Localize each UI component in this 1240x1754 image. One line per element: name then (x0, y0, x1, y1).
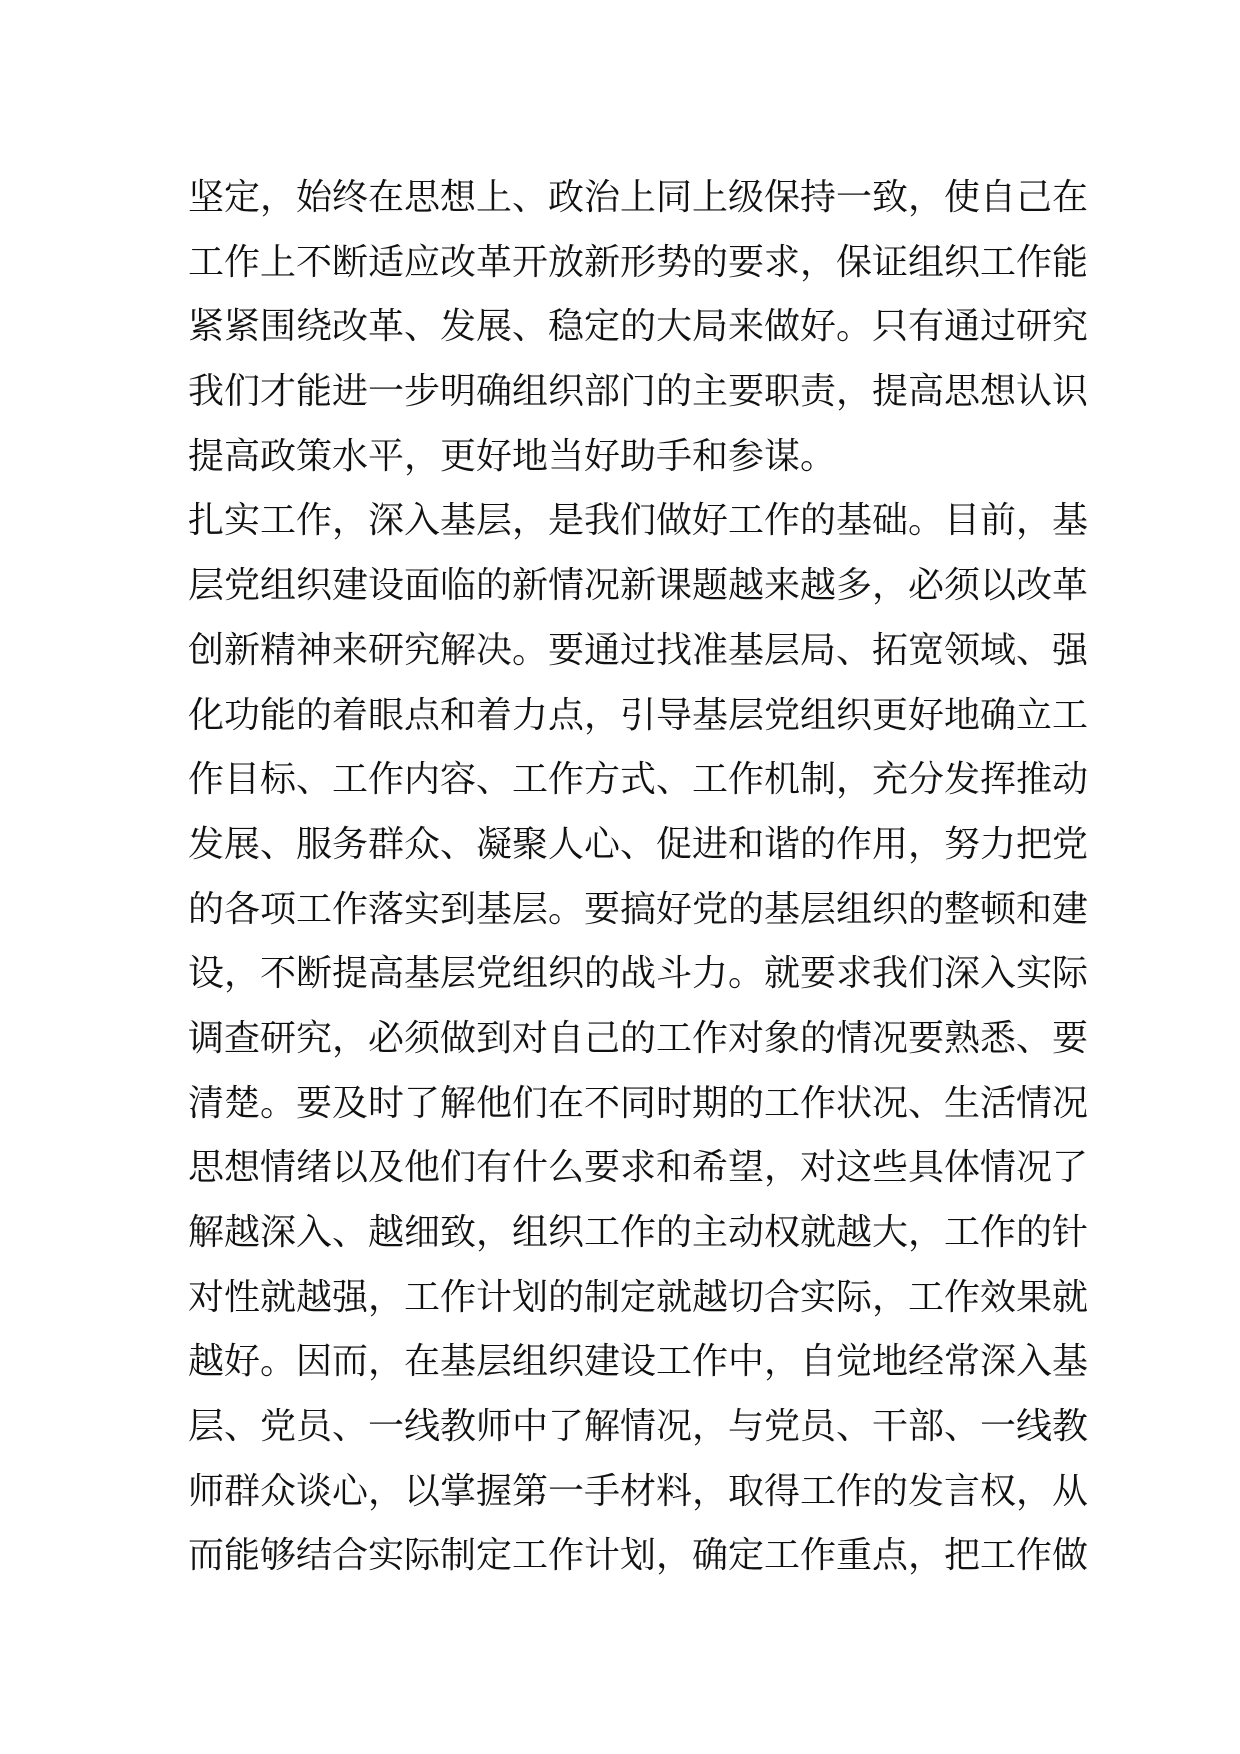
text-line: 扎实工作，深入基层，是我们做好工作的基础。目前，基 (188, 500, 1089, 542)
text-line: 的各项工作落实到基层。要搞好党的基层组织的整顿和建 (188, 888, 1089, 930)
text-line: 对性就越强，工作计划的制定就越切合实际，工作效果就 (188, 1276, 1089, 1318)
text-line: 紧紧围绕改革、发展、稳定的大局来做好。只有通过研究 (188, 306, 1089, 348)
body-text (188, 166, 1089, 1589)
text-line: 作目标、工作内容、工作方式、工作机制，充分发挥推动 (188, 759, 1089, 801)
text-line: 层、党员、一线教师中了解情况，与党员、干部、一线教 (188, 1406, 1089, 1448)
text-line: 设，不断提高基层党组织的战斗力。就要求我们深入实际 (188, 953, 1089, 995)
text-line: 越好。因而，在基层组织建设工作中，自觉地经常深入基 (188, 1341, 1089, 1383)
text-line: 坚定，始终在思想上、政治上同上级保持一致，使自己在 (188, 177, 1089, 218)
text-line: 创新精神来研究解决。要通过找准基层局、拓宽领域、强 (188, 629, 1089, 671)
text-line: 层党组织建设面临的新情况新课题越来越多，必须以改革 (188, 565, 1089, 607)
text-line: 调查研究，必须做到对自己的工作对象的情况要熟悉、要 (188, 1017, 1089, 1059)
text-line: 发展、服务群众、凝聚人心、促进和谐的作用，努力把党 (188, 823, 1089, 865)
text-line: 思想情绪以及他们有什么要求和希望，对这些具体情况了 (188, 1147, 1089, 1189)
text-line: 解越深入、越细致，组织工作的主动权就越大，工作的针 (188, 1212, 1089, 1253)
text-line: 而能够结合实际制定工作计划，确定工作重点，把工作做 (188, 1535, 1089, 1577)
text-line: 清楚。要及时了解他们在不同时期的工作状况、生活情况 (188, 1082, 1089, 1124)
text-line: 师群众谈心，以掌握第一手材料，取得工作的发言权，从 (188, 1470, 1089, 1512)
text-line: 提高政策水平，更好地当好助手和参谋。 (188, 435, 837, 477)
text-line: 化功能的着眼点和着力点，引导基层党组织更好地确立工 (188, 694, 1089, 736)
text-line: 我们才能进一步明确组织部门的主要职责，提高思想认识 (188, 371, 1089, 413)
text-line: 工作上不断适应改革开放新形势的要求，保证组织工作能 (188, 241, 1089, 283)
